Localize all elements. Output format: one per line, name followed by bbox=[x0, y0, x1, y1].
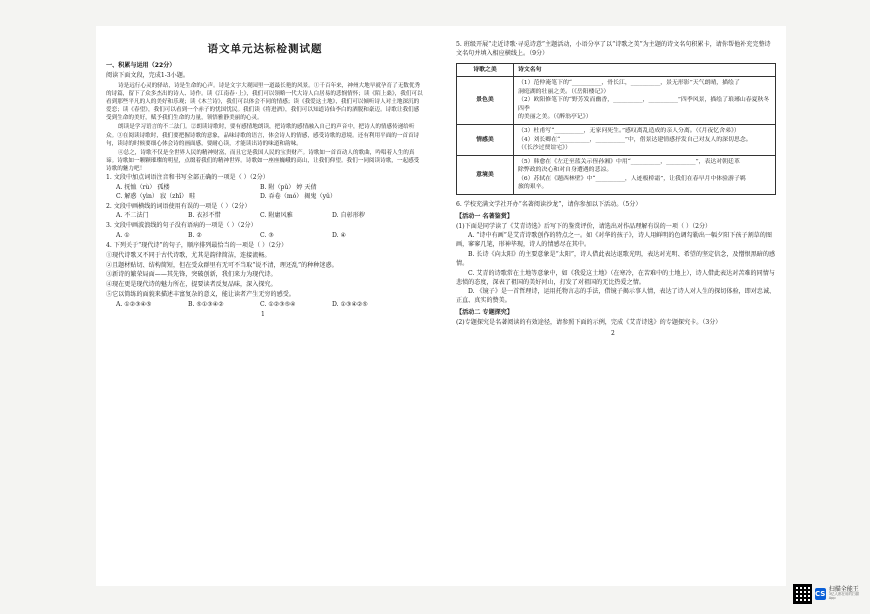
option: C. 解惑（yìn） 寂（zhǐ） 畦 bbox=[116, 192, 196, 200]
row-category: 情感美 bbox=[457, 125, 514, 156]
question-4-options bbox=[106, 301, 424, 310]
passage-para-2: 朗读是学习语言的不二法门。②朗读诗歌时，要有感情地朗读，把诗歌的感情融入自己的声音中，把诗人的情感传递给听众。③在阅读诗歌时，我们要把握诗歌的意象，品味诗歌的语言，体会诗人的情感，感受诗歌的意境。还有利用平面的一首首诗句，读诗的时候要细心体会诗的画面感，要耐心读，才能读出诗的味道和韵味。 bbox=[106, 124, 420, 147]
fill-blank-line: 除弊政的决心和对自身遭遇的悲凉。 bbox=[518, 167, 613, 174]
fill-blank-line: （《长沙过贾谊宅》） bbox=[518, 145, 572, 152]
option: D. ①③④②⑤ bbox=[332, 300, 368, 308]
question-6-1-option: C. 艾青的诗歌常在土地等意象中，如《我爱这土地》（在寒冷，在苦难中的土地上），诗人借此表达对苦难的同情与悲愤的态度，深表了祖国的美好河山，打发了对祖国的无比热爱之情。 bbox=[456, 269, 775, 286]
scanner-watermark bbox=[793, 583, 863, 605]
fill-blank-line: 旅的艰辛。 bbox=[518, 184, 548, 191]
table-header-cell: 诗歌之美 bbox=[457, 63, 514, 77]
camscanner-logo-icon: CS bbox=[815, 590, 826, 598]
watermark-brand: 扫描全能王 bbox=[828, 585, 859, 593]
fill-blank-line: （6）苏轼在《题西林壁》中“__________，人迹板桥霜”，让我们在春早月中体验游子羁 bbox=[518, 175, 746, 182]
row-lines bbox=[514, 77, 776, 125]
option: C. 附庸风雅 bbox=[260, 212, 293, 220]
section-heading: 一、积累与运用（22分） bbox=[106, 62, 176, 70]
row-category: 意境美 bbox=[457, 155, 514, 194]
fill-blank-line: （3）杜甫写“__________，无家问死生。”感叹离乱造成的亲人分离。（《月夜忆舍弟》） bbox=[518, 128, 740, 135]
question-4-item: ②且题材贴切、结构简短，但在受众群里有无可不当取“说不清，理还乱”的种种迷惑。 bbox=[106, 261, 338, 269]
question-2: 2. 文段中画横线的词语使用有误的一项是（ ）（2分） bbox=[106, 202, 251, 210]
table-row bbox=[457, 155, 776, 194]
fill-blank-line: （4）刘长卿在“__________，__________”中，借景达建情感抒发自己对友人的深切思念。 bbox=[518, 136, 752, 143]
option: D. 自彰形秽 bbox=[332, 212, 365, 220]
question-4-item: ⑤它以简练的面貌来描述丰富复杂的意义，能让读者产生无穷的感受。 bbox=[106, 291, 295, 299]
table-row bbox=[457, 125, 776, 156]
passage-para-1: 诗是远行心灵的驿站，诗是生命的心声。诗是文字大观园里一道最长艳的风景。①千百年来，神州大地早就孕育了无数优秀的诗篇，留下了众多杰出的诗人、诗作。读《江南春·上》，我们可以领略一代大诗人白居易的悲悯情怀；读《陌上桑》，我们可以看到那些平凡的人的美好和乐观；读《木兰诗》，我们可以体会不同的情感；读《我爱这土地》，我们可以倾听诗人对土地深沉的爱恋；读《春望》，我们可以看到一个赤子的忧国忧民。我们读《将进酒》，我们可以知道诗仙李白的洒脱和豪迈。诗歌让我们感受到生命的美好，赋予我们生命的力量，领悟雅静美丽的心灵。 bbox=[106, 82, 423, 122]
question-2-options bbox=[106, 212, 424, 221]
option: C. ①②③⑤④ bbox=[260, 300, 296, 308]
row-category: 景色美 bbox=[457, 77, 514, 125]
question-6: 6. 学校充满文学社开办“名著阅读沙龙”，请你参加以下活动。（5分） bbox=[456, 200, 642, 208]
table-row bbox=[457, 77, 776, 125]
question-6-1-option: B. 长诗《向太阳》的主要意象是“太阳”，诗人借此表达讴歌光明，表达对光明、希望的坚定信念，及憎恨黑暗的感情。 bbox=[456, 251, 776, 267]
row-lines bbox=[514, 155, 776, 194]
option: B. 附（pǔ） 婷 天倩 bbox=[260, 183, 317, 191]
question-3-options bbox=[106, 232, 424, 241]
question-5: 5. 班级开展“走近诗歌·寻觅诗意”主题活动，小语分享了以“诗歌之美”为主题的诗文名句积累卡，请你帮他补充完整诗文名句并填入相应横线上。（9分） bbox=[456, 41, 771, 57]
question-1-options bbox=[106, 193, 424, 202]
exam-sheet bbox=[96, 26, 786, 586]
question-6-1-option: D. 《镜子》是一首哲理诗，运用托物言志的手法，借镜子揭示事人情，表达了诗人对人生的探切体验，即对忠诚、正直、真实的赞美。 bbox=[456, 288, 776, 305]
fill-blank-line: 的美丽之美。（《醉翁亭记》） bbox=[518, 114, 592, 121]
question-3: 3. 文段中画波浪线的句子没有语病的一项是（ ）（2分） bbox=[106, 222, 257, 230]
fill-blank-line: 洞庭湖的壮丽之美。（《岳阳楼记》） bbox=[518, 88, 610, 95]
option: D. ④ bbox=[332, 232, 347, 240]
question-6-2: (2)专题探究是名著阅读的有效途径，请参照下面的示例，完成《艾青诗选》的专题探究卡。（3分） bbox=[456, 318, 722, 326]
page-right bbox=[456, 40, 776, 338]
option: B. ② bbox=[188, 232, 202, 240]
question-6-1: (1)下面是同学读了《艾青诗选》后写下的鉴赏评价，请选出对作品理解有误的一项（ ）（2分） bbox=[456, 222, 712, 230]
option: A. 不二法门 bbox=[116, 212, 149, 220]
question-1: 1. 文段中加点词语注音和书写全部正确的一项是（ ）（2分） bbox=[106, 174, 269, 182]
row-lines bbox=[514, 125, 776, 156]
question-4-item: ③新诗的繁荣局面——其先锋，突破创新，我们来力为现代诗。 bbox=[106, 271, 277, 279]
page-number: 2 bbox=[611, 330, 615, 338]
table-header-cell: 诗文名句 bbox=[514, 63, 776, 77]
option: B. 衣衫不惜 bbox=[188, 212, 221, 220]
passage-para-3: ④总之，诗歌不仅是全世界人民的精神财富，而且它是我国人民的宝贵财产。诗歌如一首首动人的歌曲，吟唱着人生的真谛。诗歌如一颗颗璀璨的明星，点缀着我们的精神世界。诗歌如一座座巍峨的高山，让我们仰望。我们一同阅读诗歌，一起感受诗歌的魅力吧！ bbox=[106, 149, 420, 172]
qr-code-icon bbox=[793, 584, 812, 604]
fill-blank-line: （5）韩愈在《左迁至蓝关示侄孙湘》中用“__________，__________”，表达对朝廷革 bbox=[518, 158, 740, 165]
activity-heading: 【活动二 专题探究】 bbox=[456, 309, 513, 317]
question-6-1-option: A. “诗中有画”是艾青诗歌创作的特点之一。如《对华的孩子》，诗人用鲜明的色调勾勒出一幅夕阳下孩子割草的图画，寥寥几笔，形神毕现，诗人的情感尽在其中。 bbox=[456, 232, 772, 249]
exam-title: 语文单元达标检测试题 bbox=[207, 43, 323, 55]
activity-heading: 【活动一 名著鉴赏】 bbox=[456, 212, 513, 220]
page-left bbox=[106, 40, 424, 318]
option: C. ③ bbox=[260, 232, 274, 240]
option: B. ⑤①③④② bbox=[188, 300, 224, 308]
watermark-text bbox=[829, 587, 863, 601]
poem-table bbox=[456, 63, 776, 195]
question-4-item: ④现在更是现代诗的魅力所在，提要读者反复品味，深入探究。 bbox=[106, 281, 277, 289]
watermark-sub: 3亿人都在用的扫描App bbox=[828, 592, 859, 601]
question-1-options bbox=[106, 184, 424, 193]
page-number: 1 bbox=[261, 310, 265, 318]
question-4: 4. 下列关于“现代诗”的句子，顺序排列最恰当的一项是（ ）（2分） bbox=[106, 241, 288, 249]
option: D. 吞卷（mó） 揭鬼（yǔ） bbox=[260, 192, 337, 200]
table-header-row bbox=[457, 63, 776, 77]
question-4-item: ①现代诗歌又不同于古代诗歌，尤其是韵律简洁，连接流畅。 bbox=[106, 251, 271, 259]
fill-blank-line: （2）欧阳修笔下的“野芳发而幽香，__________，__________”四季风景，描绘了琅琊山春夏秋冬四季 bbox=[518, 97, 770, 112]
option: A. 抚恤（rù） 孤楼 bbox=[116, 183, 170, 191]
option: A. ① bbox=[116, 232, 130, 240]
option: A. ①②③④⑤ bbox=[116, 300, 152, 308]
reading-intro: 阅读下面文段，完成1-3小题。 bbox=[106, 72, 189, 80]
fill-blank-line: （1）范仲淹笔下的“__________，骨长江，__________，景无形影”天气朗晴，描绘了 bbox=[518, 80, 740, 87]
